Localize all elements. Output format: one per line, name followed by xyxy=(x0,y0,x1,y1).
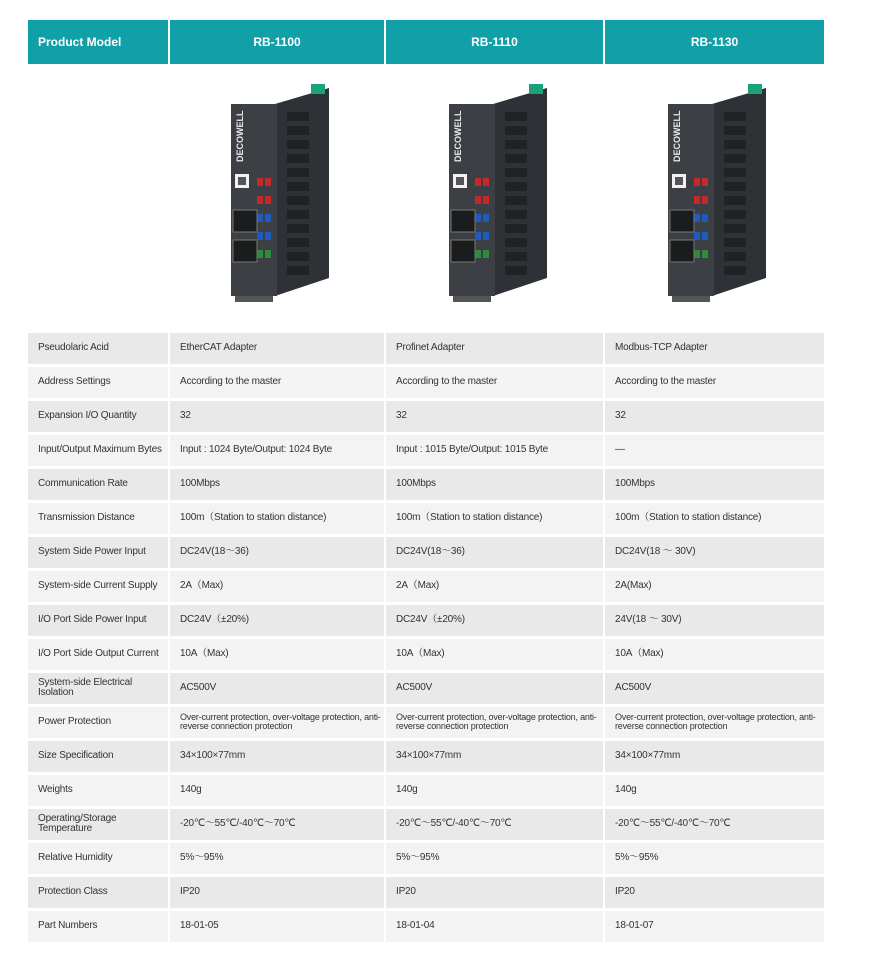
row-value-model-1: DC24V(18～36) xyxy=(170,537,386,569)
status-led-icon xyxy=(265,250,271,258)
row-label: Pseudolaric Acid xyxy=(28,333,170,365)
terminal-slot xyxy=(724,168,746,177)
terminal-slot xyxy=(287,154,309,163)
table-row xyxy=(28,367,824,399)
brand-label: DECOWELL xyxy=(671,110,682,162)
product-image-3 xyxy=(605,64,824,330)
status-led-icon xyxy=(257,214,263,222)
table-row xyxy=(28,605,824,637)
row-value-model-1: EtherCAT Adapter xyxy=(170,333,386,365)
table-row xyxy=(28,741,824,773)
status-led-icon xyxy=(257,232,263,240)
table-row xyxy=(28,707,824,739)
row-value-model-3: 140g xyxy=(605,775,824,807)
row-label: System-side Electrical Isolation xyxy=(28,673,170,705)
table-row xyxy=(28,333,824,365)
status-led-icon xyxy=(483,232,489,240)
ethernet-port-icon xyxy=(451,240,475,262)
table-row xyxy=(28,775,824,807)
terminal-slot xyxy=(505,196,527,205)
row-value-model-2: 140g xyxy=(386,775,605,807)
row-value-model-1: 2A（Max) xyxy=(170,571,386,603)
row-value-model-2: 100m（Station to station distance) xyxy=(386,503,605,535)
table-row xyxy=(28,673,824,705)
status-led-icon xyxy=(702,196,708,204)
status-led-icon xyxy=(483,178,489,186)
table-row xyxy=(28,809,824,841)
row-value-model-2: 2A（Max) xyxy=(386,571,605,603)
row-value-model-3: 100m（Station to station distance) xyxy=(605,503,824,535)
status-led-icon xyxy=(483,250,489,258)
device-top-clip xyxy=(748,84,762,94)
row-label: Expansion I/O Quantity xyxy=(28,401,170,433)
row-value-model-3: DC24V(18 ～ 30V) xyxy=(605,537,824,569)
table-row xyxy=(28,843,824,875)
terminal-slot xyxy=(505,126,527,135)
row-value-model-2: IP20 xyxy=(386,877,605,909)
terminal-slot xyxy=(287,112,309,121)
row-value-model-3: 10A（Max) xyxy=(605,639,824,671)
row-value-model-3: -20℃～55℃/-40℃～70℃ xyxy=(605,809,824,841)
row-value-model-1: IP20 xyxy=(170,877,386,909)
row-label: Transmission Distance xyxy=(28,503,170,535)
status-led-icon xyxy=(475,196,481,204)
device-base xyxy=(235,296,273,302)
row-value-model-2: Over-current protection, over-voltage protection, anti-reverse connection protection xyxy=(386,707,605,739)
row-value-model-3: 24V(18 ～ 30V) xyxy=(605,605,824,637)
terminal-slot xyxy=(505,266,527,275)
terminal-slot xyxy=(724,182,746,191)
status-led-icon xyxy=(694,250,700,258)
qr-code-pattern xyxy=(675,177,683,185)
status-led-icon xyxy=(257,178,263,186)
status-led-icon xyxy=(475,214,481,222)
row-value-model-2: 10A（Max) xyxy=(386,639,605,671)
row-value-model-1: 100Mbps xyxy=(170,469,386,501)
row-label: I/O Port Side Output Current xyxy=(28,639,170,671)
qr-code-pattern xyxy=(238,177,246,185)
row-label: Communication Rate xyxy=(28,469,170,501)
row-value-model-2: -20℃～55℃/-40℃～70℃ xyxy=(386,809,605,841)
status-led-icon xyxy=(475,178,481,186)
terminal-slot xyxy=(724,238,746,247)
terminal-slot xyxy=(505,168,527,177)
row-label: Relative Humidity xyxy=(28,843,170,875)
row-value-model-2: 34×100×77mm xyxy=(386,741,605,773)
table-header xyxy=(28,20,824,64)
terminal-slot xyxy=(287,182,309,191)
row-label: System Side Power Input xyxy=(28,537,170,569)
status-led-icon xyxy=(702,214,708,222)
status-led-icon xyxy=(694,232,700,240)
status-led-icon xyxy=(483,196,489,204)
brand-label: DECOWELL xyxy=(452,110,463,162)
ethernet-port-icon xyxy=(233,240,257,262)
row-value-model-3: Over-current protection, over-voltage protection, anti-reverse connection protection xyxy=(605,707,824,739)
row-value-model-1: -20℃～55℃/-40℃～70℃ xyxy=(170,809,386,841)
terminal-slot xyxy=(287,266,309,275)
terminal-slot xyxy=(505,112,527,121)
terminal-slot xyxy=(724,196,746,205)
row-value-model-3: — xyxy=(605,435,824,467)
ethernet-port-icon xyxy=(233,210,257,232)
row-label: Power Protection xyxy=(28,707,170,739)
row-label: Address Settings xyxy=(28,367,170,399)
row-value-model-2: 100Mbps xyxy=(386,469,605,501)
status-led-icon xyxy=(257,196,263,204)
row-label: Weights xyxy=(28,775,170,807)
device-base xyxy=(453,296,491,302)
row-value-model-3: 18-01-07 xyxy=(605,911,824,943)
terminal-slot xyxy=(505,182,527,191)
row-value-model-3: IP20 xyxy=(605,877,824,909)
terminal-slot xyxy=(724,266,746,275)
terminal-slot xyxy=(505,252,527,261)
terminal-slot xyxy=(724,224,746,233)
spec-table xyxy=(28,20,824,942)
terminal-slot xyxy=(287,196,309,205)
row-value-model-2: According to the master xyxy=(386,367,605,399)
status-led-icon xyxy=(265,214,271,222)
row-value-model-3: 100Mbps xyxy=(605,469,824,501)
status-led-icon xyxy=(694,214,700,222)
terminal-slot xyxy=(287,168,309,177)
row-value-model-1: Over-current protection, over-voltage protection, anti-reverse connection protection xyxy=(170,707,386,739)
row-value-model-3: 2A(Max) xyxy=(605,571,824,603)
qr-code-pattern xyxy=(456,177,464,185)
row-value-model-1: 34×100×77mm xyxy=(170,741,386,773)
ethernet-port-icon xyxy=(670,240,694,262)
row-value-model-3: AC500V xyxy=(605,673,824,705)
row-value-model-1: AC500V xyxy=(170,673,386,705)
row-label: Part Numbers xyxy=(28,911,170,943)
terminal-slot xyxy=(724,112,746,121)
row-value-model-2: DC24V（±20%) xyxy=(386,605,605,637)
status-led-icon xyxy=(483,214,489,222)
product-image-2 xyxy=(386,64,605,330)
table-row xyxy=(28,435,824,467)
row-value-model-1: 5%～95% xyxy=(170,843,386,875)
header-model-1: RB-1100 xyxy=(170,20,386,64)
status-led-icon xyxy=(694,178,700,186)
terminal-slot xyxy=(505,224,527,233)
table-row xyxy=(28,401,824,433)
row-value-model-2: Input : 1015 Byte/Output: 1015 Byte xyxy=(386,435,605,467)
status-led-icon xyxy=(475,232,481,240)
row-label: I/O Port Side Power Input xyxy=(28,605,170,637)
row-value-model-2: 5%～95% xyxy=(386,843,605,875)
device-top-clip xyxy=(529,84,543,94)
status-led-icon xyxy=(702,178,708,186)
status-led-icon xyxy=(702,250,708,258)
row-label: System-side Current Supply xyxy=(28,571,170,603)
status-led-icon xyxy=(702,232,708,240)
table-row xyxy=(28,571,824,603)
row-label: Input/Output Maximum Bytes xyxy=(28,435,170,467)
row-value-model-3: Modbus-TCP Adapter xyxy=(605,333,824,365)
terminal-slot xyxy=(724,252,746,261)
status-led-icon xyxy=(257,250,263,258)
brand-label: DECOWELL xyxy=(235,110,245,162)
terminal-slot xyxy=(505,238,527,247)
status-led-icon xyxy=(265,196,271,204)
terminal-slot xyxy=(287,224,309,233)
status-led-icon xyxy=(265,178,271,186)
row-value-model-2: 18-01-04 xyxy=(386,911,605,943)
row-value-model-3: 5%～95% xyxy=(605,843,824,875)
status-led-icon xyxy=(694,196,700,204)
row-value-model-2: DC24V(18～36) xyxy=(386,537,605,569)
row-value-model-3: 34×100×77mm xyxy=(605,741,824,773)
header-model-3: RB-1130 xyxy=(605,20,824,64)
row-value-model-1: Input : 1024 Byte/Output: 1024 Byte xyxy=(170,435,386,467)
row-value-model-2: 32 xyxy=(386,401,605,433)
terminal-slot xyxy=(724,126,746,135)
row-value-model-1: 10A（Max) xyxy=(170,639,386,671)
terminal-slot xyxy=(287,252,309,261)
product-image-row xyxy=(28,64,824,330)
row-value-model-1: 140g xyxy=(170,775,386,807)
terminal-slot xyxy=(724,154,746,163)
row-label: Protection Class xyxy=(28,877,170,909)
table-row xyxy=(28,911,824,943)
row-value-model-1: DC24V（±20%) xyxy=(170,605,386,637)
terminal-slot xyxy=(505,154,527,163)
row-value-model-1: 100m（Station to station distance) xyxy=(170,503,386,535)
row-label: Operating/Storage Temperature xyxy=(28,809,170,841)
terminal-slot xyxy=(505,140,527,149)
table-row xyxy=(28,469,824,501)
row-value-model-1: 18-01-05 xyxy=(170,911,386,943)
row-value-model-2: AC500V xyxy=(386,673,605,705)
row-label: Size Specification xyxy=(28,741,170,773)
ethernet-port-icon xyxy=(451,210,475,232)
terminal-slot xyxy=(287,126,309,135)
image-row-spacer xyxy=(28,64,170,330)
table-row xyxy=(28,503,824,535)
device-base xyxy=(672,296,710,302)
table-row xyxy=(28,537,824,569)
table-row xyxy=(28,639,824,671)
product-image-1 xyxy=(170,64,386,330)
status-led-icon xyxy=(475,250,481,258)
row-value-model-1: According to the master xyxy=(170,367,386,399)
ethernet-port-icon xyxy=(670,210,694,232)
header-label: Product Model xyxy=(28,20,170,64)
terminal-slot xyxy=(724,210,746,219)
terminal-slot xyxy=(287,140,309,149)
row-value-model-3: According to the master xyxy=(605,367,824,399)
status-led-icon xyxy=(265,232,271,240)
table-row xyxy=(28,877,824,909)
row-value-model-1: 32 xyxy=(170,401,386,433)
row-value-model-2: Profinet Adapter xyxy=(386,333,605,365)
header-model-2: RB-1110 xyxy=(386,20,605,64)
terminal-slot xyxy=(724,140,746,149)
terminal-slot xyxy=(505,210,527,219)
terminal-slot xyxy=(287,238,309,247)
row-value-model-3: 32 xyxy=(605,401,824,433)
device-top-clip xyxy=(311,84,325,94)
terminal-slot xyxy=(287,210,309,219)
